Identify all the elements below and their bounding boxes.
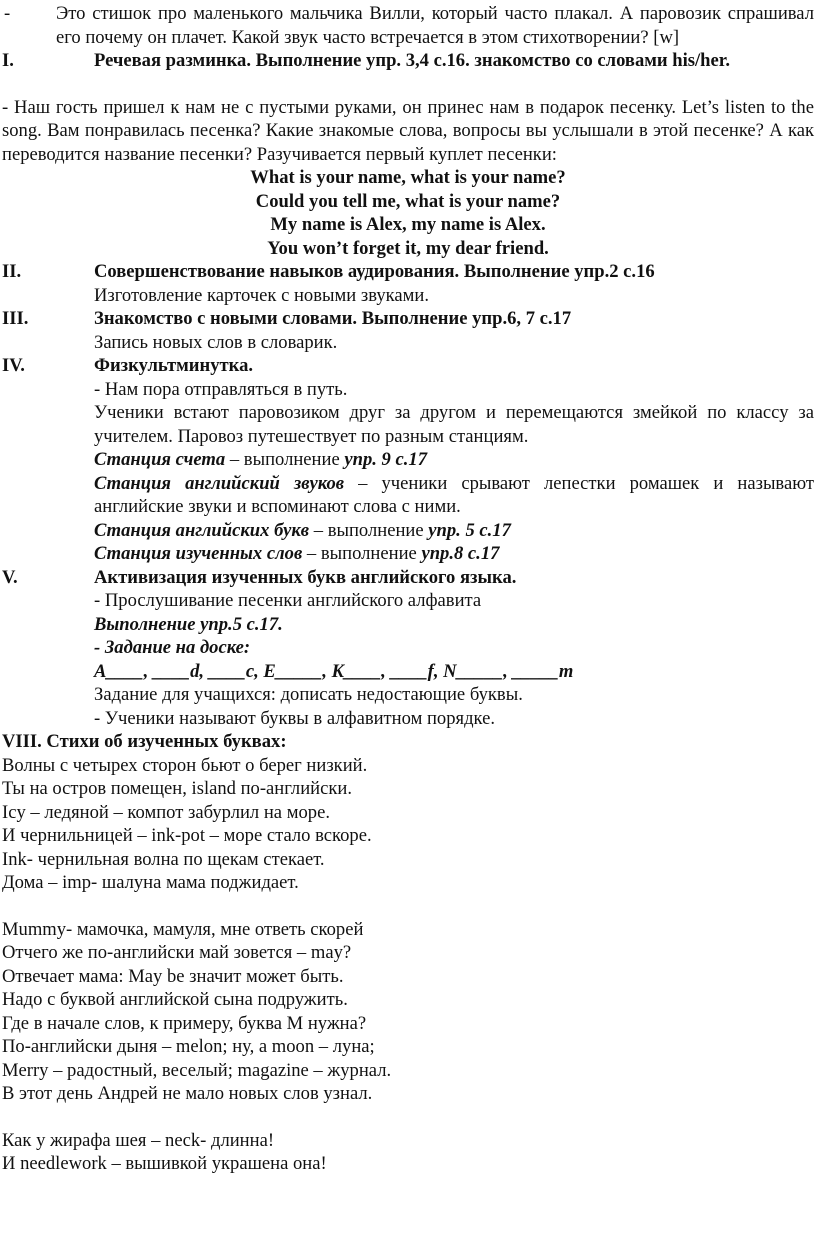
list-dash: - bbox=[4, 3, 11, 24]
section-4-line-2: Ученики встают паровозиком друг за другом и перемещаются змейкой по классу за учителем. Паровоз путешествует по разным станциям. bbox=[94, 402, 814, 447]
station-text: – выполнение bbox=[309, 519, 429, 541]
station-name: Станция счета bbox=[94, 449, 226, 470]
poem-line: Отвечает мама: May be значит может быть. bbox=[2, 965, 344, 987]
section-5-body bbox=[2, 589, 814, 730]
section-5-number: V. bbox=[2, 566, 18, 588]
section-1-title: Речевая разминка. Выполнение упр. 3,4 с.16. знакомство со словами his/her. bbox=[94, 50, 730, 71]
section-5-line-5: Задание для учащихся: дописать недостающие буквы. bbox=[94, 684, 523, 705]
poem-line: Дома – imp- шалуна мама поджидает. bbox=[2, 872, 299, 893]
station-name: Станция изученных слов bbox=[94, 543, 303, 564]
section-1-number: I. bbox=[2, 50, 14, 71]
spacer bbox=[2, 73, 814, 96]
station-exercise: упр. 9 с.17 bbox=[344, 449, 427, 470]
section-2-number: II. bbox=[2, 261, 22, 282]
poem-line: По-английски дыня – melon; ну, а moon – луна; bbox=[2, 1036, 375, 1057]
poem-line: Mummy- мамочка, мамуля, мне ответь скорей bbox=[2, 918, 364, 940]
station-exercise: упр.8 с.17 bbox=[421, 543, 500, 564]
section-3-line: Запись новых слов в словарик. bbox=[94, 331, 338, 353]
section-5-heading bbox=[2, 566, 814, 590]
spacer bbox=[2, 1106, 814, 1129]
poem-line: Merry – радостный, веселый; magazine – журнал. bbox=[2, 1059, 392, 1081]
song-line: What is your name, what is your name? bbox=[250, 167, 566, 188]
section-5-line-6: - Ученики называют буквы в алфавитном порядке. bbox=[94, 707, 496, 729]
poem-line: И чернильницей – ink-pot – море стало вскоре. bbox=[2, 825, 372, 846]
spacer bbox=[2, 895, 814, 918]
section-5-line-1: - Прослушивание песенки английского алфавита bbox=[94, 590, 482, 611]
station-name: Станция английских букв bbox=[94, 519, 310, 541]
song-line: Could you tell me, what is your name? bbox=[255, 190, 561, 212]
section-4-heading bbox=[2, 354, 814, 378]
poem-stanza-1 bbox=[2, 754, 814, 895]
section-3-number: III. bbox=[2, 308, 29, 329]
poem-line: Где в начале слов, к примеру, буква M нужна? bbox=[2, 1012, 367, 1034]
station-text: – выполнение bbox=[225, 449, 345, 470]
section-1-heading bbox=[2, 49, 814, 73]
song-line: My name is Alex, my name is Alex. bbox=[270, 214, 546, 235]
section-4-line-1: - Нам пора отправляться в путь. bbox=[94, 378, 348, 400]
section-5-line-2: Выполнение упр.5 с.17. bbox=[94, 613, 283, 635]
section-2-line: Изготовление карточек с новыми звуками. bbox=[94, 284, 430, 306]
poem-stanza-3 bbox=[2, 1129, 814, 1176]
station-sounds bbox=[94, 472, 814, 519]
board-task-letters: A____, ____d, ____c, E_____, K____, ____f, N_____, _____m bbox=[94, 660, 574, 682]
station-letters bbox=[94, 519, 814, 543]
poem-line: Ink- чернильная волна по щекам стекает. bbox=[2, 848, 325, 870]
poem-line: Волны с четырех сторон бьют о берег низкий. bbox=[2, 754, 368, 776]
song-line: You won’t forget it, my dear friend. bbox=[267, 237, 549, 259]
section-8-title: VIII. Стихи об изученных буквах: bbox=[2, 731, 287, 752]
section-5-title: Активизация изученных букв английского языка. bbox=[94, 566, 517, 588]
section-4-title: Физкультминутка. bbox=[94, 355, 254, 376]
poem-line: Icy – ледяной – компот забурлил на море. bbox=[2, 801, 330, 823]
intro-item bbox=[2, 2, 814, 49]
station-words bbox=[94, 542, 814, 566]
section-3-heading bbox=[2, 307, 814, 331]
poem-line: Отчего же по-английски май зовется – may? bbox=[2, 942, 352, 963]
poem-stanza-2 bbox=[2, 918, 814, 1106]
poem-line: Ты на остров помещен, island по-английски. bbox=[2, 778, 352, 799]
section-2-heading bbox=[2, 260, 814, 284]
station-count bbox=[94, 448, 814, 472]
poem-line: В этот день Андрей не мало новых слов узнал. bbox=[2, 1083, 373, 1104]
poem-line: И needlework – вышивкой украшена она! bbox=[2, 1153, 327, 1174]
station-text: – выполнение bbox=[302, 543, 422, 564]
section-5-line-3: - Задание на доске: bbox=[94, 637, 251, 658]
station-name: Станция английский звуков bbox=[94, 472, 345, 494]
station-exercise: упр. 5 с.17 bbox=[428, 519, 511, 541]
station-text: – ученики срывают лепестки ромашек и называют английские звуки и вспоминают слова с ними. bbox=[94, 472, 814, 517]
section-3-title: Знакомство с новыми словами. Выполнение упр.6, 7 с.17 bbox=[94, 308, 572, 329]
section-4-body bbox=[2, 378, 814, 566]
section-4-number: IV. bbox=[2, 355, 25, 376]
song-lyrics bbox=[2, 166, 814, 260]
section-2-title: Совершенствование навыков аудирования. Выполнение упр.2 с.16 bbox=[94, 261, 655, 282]
intro-text: Это стишок про маленького мальчика Вилли, который часто плакал. А паровозик спрашивал его почему он плачет. Какой звук часто встречается в этом стихотворении? [w] bbox=[56, 3, 814, 48]
poem-line: Как у жирафа шея – neck- длинна! bbox=[2, 1129, 275, 1151]
poem-line: Надо с буквой английской сына подружить. bbox=[2, 989, 348, 1010]
guest-paragraph: - Наш гость пришел к нам не с пустыми руками, он принес нам в подарок песенку. Let’s listen to the song. Вам понравилась песенка? Какие знакомые слова, вопросы вы услышали в этой песенке? А как переводится название песенки? Разучивается первый куплет песенки: bbox=[2, 96, 814, 165]
